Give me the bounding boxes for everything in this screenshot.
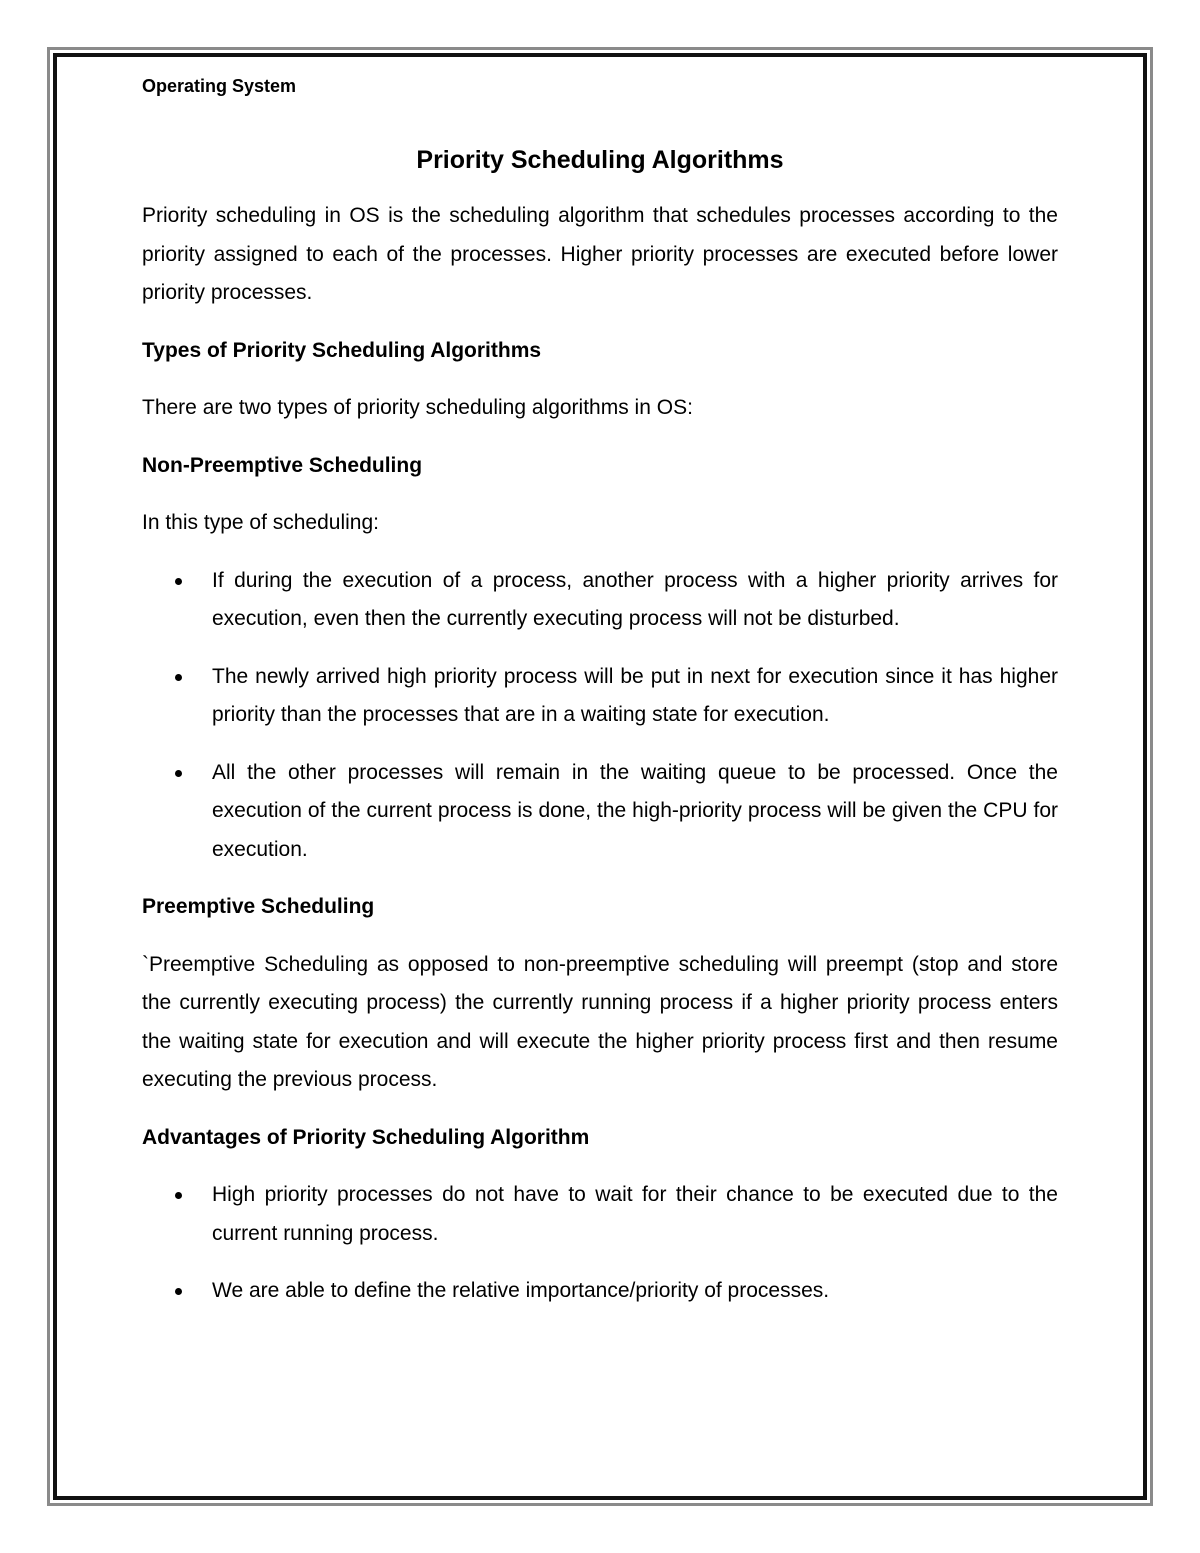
bullet-icon xyxy=(175,1192,182,1199)
bullet-icon xyxy=(175,1288,182,1295)
types-heading: Types of Priority Scheduling Algorithms xyxy=(142,338,542,362)
non-preemptive-heading: Non-Preemptive Scheduling xyxy=(142,453,423,477)
non-preemptive-list xyxy=(142,562,1058,870)
bullet-icon xyxy=(175,578,182,585)
intro-paragraph: Priority scheduling in OS is the scheduling algorithm that schedules processes according to the priority assigned to each of the processes. Higher priority processes are executed before lower priority processes. xyxy=(142,204,1058,304)
bullet-icon xyxy=(175,770,182,777)
list-item xyxy=(142,754,1058,870)
non-preemptive-intro: In this type of scheduling: xyxy=(142,511,379,534)
page-header: Operating System xyxy=(142,76,297,96)
list-item-text: If during the execution of a process, another process with a higher priority arrives for execution, even then the currently executing process will not be disturbed. xyxy=(212,568,1058,630)
list-item-text: The newly arrived high priority process will be put in next for execution since it has higher priority than the processes that are in a waiting state for execution. xyxy=(212,664,1058,726)
preemptive-paragraph: `Preemptive Scheduling as opposed to non-preemptive scheduling will preempt (stop and store the currently executing process) the currently running process if a higher priority process enters the waiting state for execution and will execute the higher priority process first and then resume executing the previous process. xyxy=(142,952,1058,1091)
types-intro-paragraph: There are two types of priority scheduling algorithms in OS: xyxy=(142,396,693,419)
list-item xyxy=(142,562,1058,639)
list-item-text: We are able to define the relative importance/priority of processes. xyxy=(212,1279,830,1302)
list-item xyxy=(142,1272,1058,1311)
list-item xyxy=(142,658,1058,735)
list-item-text: All the other processes will remain in the waiting queue to be processed. Once the execution of the current process is done, the high-priority process will be given the CPU for execution. xyxy=(212,760,1058,861)
advantages-list xyxy=(142,1176,1058,1311)
advantages-heading: Advantages of Priority Scheduling Algorithm xyxy=(142,1125,590,1149)
preemptive-heading: Preemptive Scheduling xyxy=(142,895,375,918)
list-item-text: High priority processes do not have to wait for their chance to be executed due to the current running process. xyxy=(212,1183,1058,1245)
page-title: Priority Scheduling Algorithms xyxy=(416,146,784,174)
bullet-icon xyxy=(175,674,182,681)
document-content xyxy=(142,72,1058,1311)
list-item xyxy=(142,1176,1058,1253)
